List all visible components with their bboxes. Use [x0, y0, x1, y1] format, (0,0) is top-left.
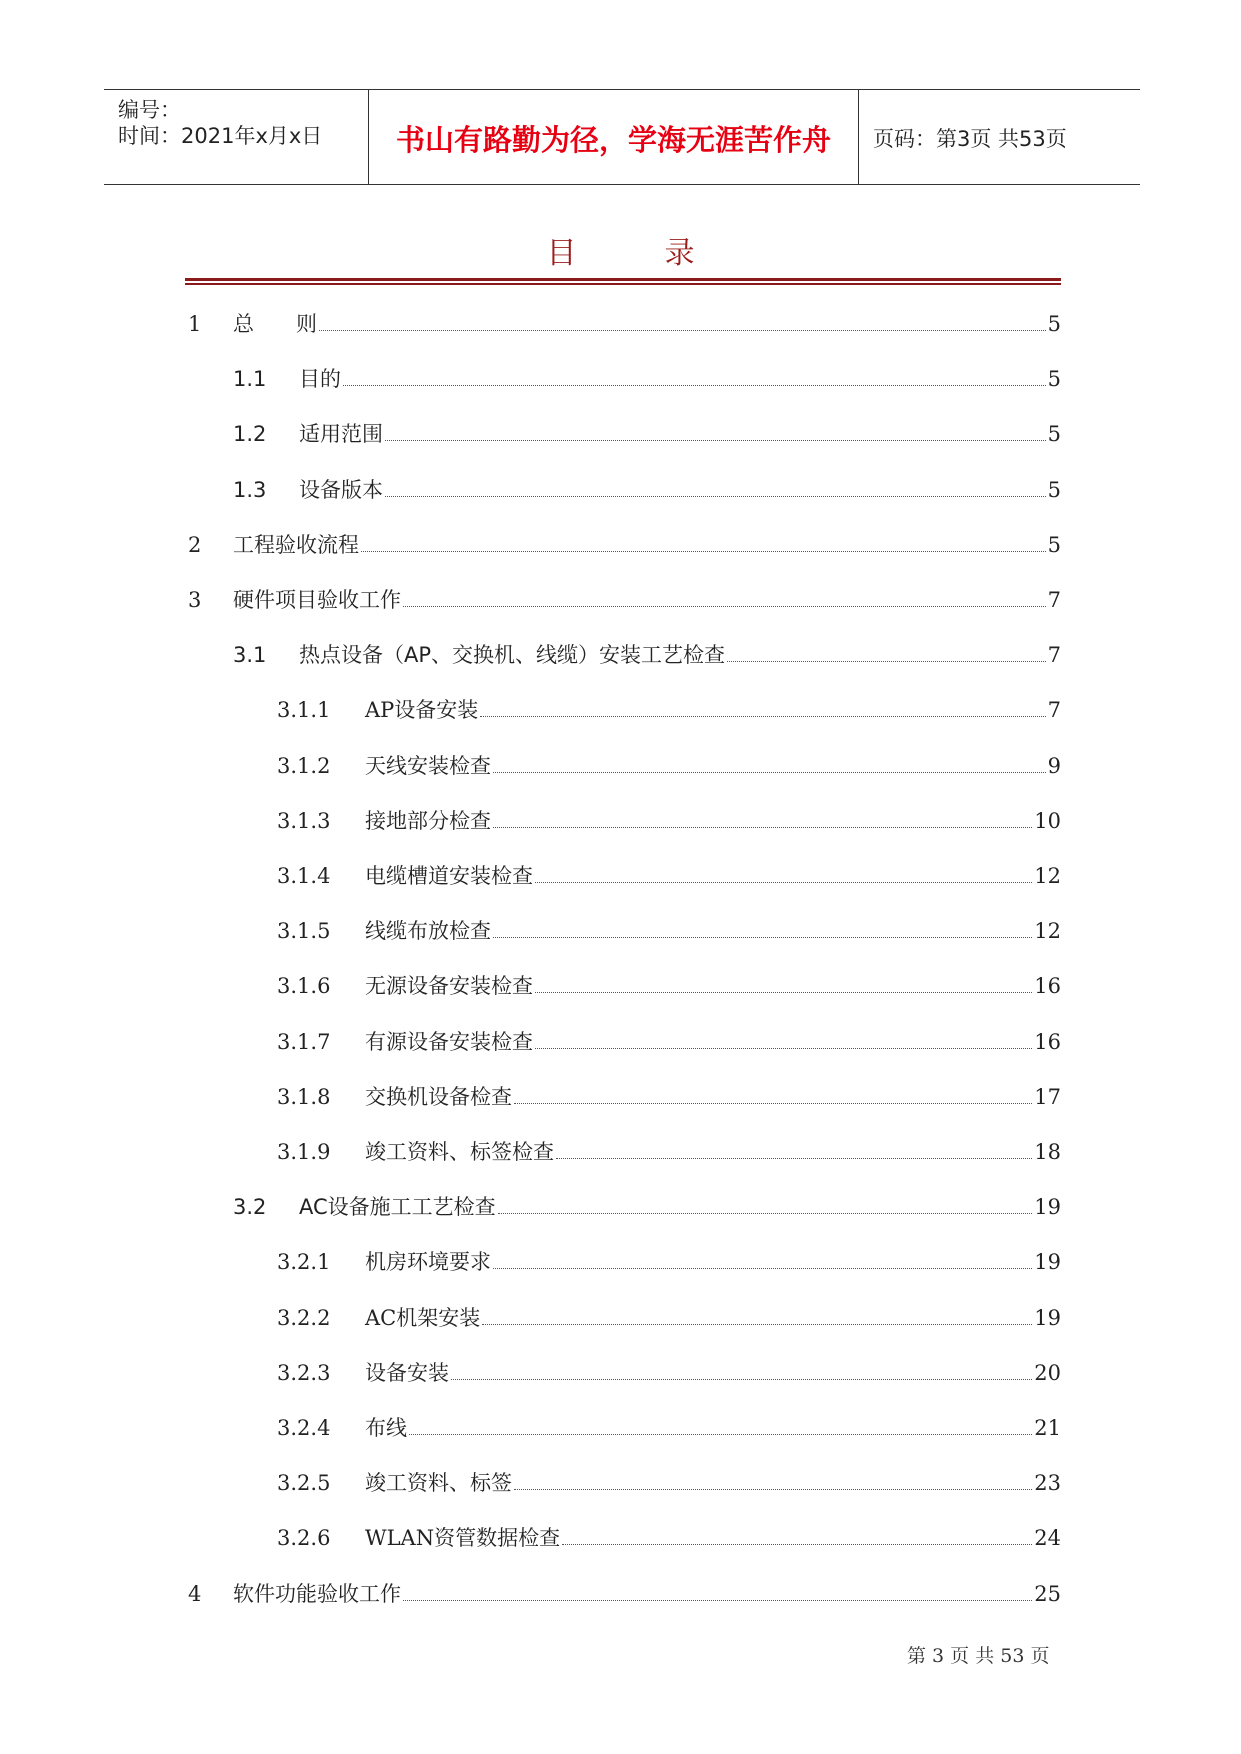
- toc-entry-page: 5: [1047, 312, 1061, 336]
- toc-dot-leader: [482, 1324, 1032, 1325]
- toc-entry-page: 12: [1034, 919, 1061, 943]
- toc-entry-number: 3: [188, 588, 202, 612]
- toc-entry-label: 竣工资料、标签: [365, 1471, 512, 1495]
- toc-entry-label: 设备安装: [365, 1361, 449, 1385]
- toc-entry[interactable]: [277, 750, 1061, 780]
- toc-entry-label: 布线: [365, 1416, 407, 1440]
- toc-entry-label: 机房环境要求: [365, 1250, 491, 1274]
- toc-entry-label: AC设备施工工艺检查: [299, 1195, 496, 1219]
- toc-entry-page: 23: [1034, 1471, 1061, 1495]
- toc-entry-page: 7: [1047, 643, 1061, 667]
- page-header: [104, 89, 1140, 185]
- toc-entry-number: 3.1.4: [277, 864, 331, 888]
- toc-dot-leader: [385, 440, 1046, 441]
- toc-entry-page: 21: [1034, 1416, 1061, 1440]
- toc-entry[interactable]: [188, 529, 1061, 559]
- toc-entry-page: 5: [1047, 533, 1061, 557]
- toc-dot-leader: [493, 827, 1032, 828]
- toc-entry[interactable]: [277, 1136, 1061, 1166]
- toc-dot-leader: [562, 1544, 1032, 1545]
- toc-entry-label: 无源设备安装检查: [365, 974, 533, 998]
- toc-dot-leader: [403, 1600, 1032, 1601]
- toc-entry-label: 接地部分检查: [365, 809, 491, 833]
- toc-entry[interactable]: [277, 860, 1061, 890]
- toc-entry-page: 16: [1034, 974, 1061, 998]
- toc-dot-leader: [493, 937, 1032, 938]
- toc-dot-leader: [493, 772, 1046, 773]
- toc-entry-number: 3.2.6: [277, 1526, 331, 1550]
- time-label: 时间：2021年x月x日: [118, 124, 323, 148]
- title-rule-thick: [185, 278, 1061, 281]
- toc-entry-page: 5: [1047, 367, 1061, 391]
- toc-entry-page: 9: [1047, 754, 1061, 778]
- toc-entry-number: 3.1.6: [277, 974, 331, 998]
- toc-entry[interactable]: [277, 694, 1061, 724]
- toc-entry-label: 适用范围: [299, 422, 383, 446]
- toc-dot-leader: [498, 1213, 1033, 1214]
- toc-entry-number: 3.2.5: [277, 1471, 331, 1495]
- toc-entry-label: WLAN资管数据检查: [365, 1526, 561, 1550]
- toc-entry-number: 3.1.3: [277, 809, 331, 833]
- toc-entry[interactable]: [277, 1246, 1061, 1276]
- serial-label: 编号：: [118, 98, 181, 122]
- toc-entry-page: 19: [1034, 1195, 1061, 1219]
- toc-entry[interactable]: [277, 1412, 1061, 1442]
- toc-entry-number: 3.2.2: [277, 1306, 331, 1330]
- toc-entry-page: 5: [1047, 422, 1061, 446]
- toc-entry[interactable]: [188, 1578, 1061, 1608]
- motto-text: 书山有路勤为径，学海无涯苦作舟: [395, 123, 831, 157]
- header-meta-cell: [104, 90, 368, 184]
- toc-entry-number: 1.2: [233, 422, 267, 446]
- toc-entry-page: 16: [1034, 1030, 1061, 1054]
- toc-entry-page: 19: [1034, 1306, 1061, 1330]
- toc-entry[interactable]: [188, 308, 1061, 338]
- toc-entry[interactable]: [277, 1357, 1061, 1387]
- title-rule-thin: [185, 283, 1061, 285]
- toc-title: [0, 228, 1241, 272]
- toc-entry[interactable]: [233, 418, 1061, 448]
- toc-dot-leader: [343, 385, 1046, 386]
- toc-entry-label: 工程验收流程: [233, 533, 359, 557]
- toc-entry-number: 1.1: [233, 367, 267, 391]
- toc-entry[interactable]: [188, 584, 1061, 614]
- toc-entry-label: 竣工资料、标签检查: [365, 1140, 554, 1164]
- toc-entry-number: 3.1.1: [277, 698, 331, 722]
- toc-dot-leader: [319, 330, 1046, 331]
- toc-entry-page: 19: [1034, 1250, 1061, 1274]
- toc-entry-number: 3.1.5: [277, 919, 331, 943]
- toc-entry-page: 12: [1034, 864, 1061, 888]
- toc-entry[interactable]: [277, 1302, 1061, 1332]
- toc-entry-number: 3.1.9: [277, 1140, 331, 1164]
- toc-dot-leader: [451, 1379, 1032, 1380]
- toc-entry-label: 目的: [299, 367, 341, 391]
- toc-title-left: 目: [546, 236, 577, 271]
- toc-dot-leader: [535, 992, 1032, 993]
- toc-entry[interactable]: [277, 1522, 1061, 1552]
- toc-dot-leader: [556, 1158, 1032, 1159]
- toc-dot-leader: [403, 606, 1046, 607]
- toc-entry-number: 4: [188, 1582, 202, 1606]
- toc-entry[interactable]: [277, 805, 1061, 835]
- toc-dot-leader: [535, 1048, 1032, 1049]
- header-motto-cell: [368, 90, 859, 184]
- toc-entry-number: 3.1.8: [277, 1085, 331, 1109]
- toc-dot-leader: [535, 882, 1032, 883]
- toc-entry-label: AP设备安装: [365, 698, 479, 722]
- toc-entry[interactable]: [277, 915, 1061, 945]
- toc-entry-label: 设备版本: [299, 478, 383, 502]
- toc-entry-page: 17: [1034, 1085, 1061, 1109]
- toc-entry-page: 18: [1034, 1140, 1061, 1164]
- toc-entry[interactable]: [277, 970, 1061, 1000]
- toc-entry[interactable]: [277, 1026, 1061, 1056]
- toc-title-right: 录: [664, 236, 695, 271]
- toc-entry[interactable]: [233, 1191, 1061, 1221]
- toc-entry-number: 3.2.3: [277, 1361, 331, 1385]
- toc-entry-page: 7: [1047, 588, 1061, 612]
- toc-entry-number: 3.1.2: [277, 754, 331, 778]
- toc-entry-label: 软件功能验收工作: [233, 1582, 401, 1606]
- toc-entry-label: 天线安装检查: [365, 754, 491, 778]
- toc-dot-leader: [480, 716, 1045, 717]
- toc-dot-leader: [409, 1434, 1032, 1435]
- toc-entry-page: 20: [1034, 1361, 1061, 1385]
- toc-entry-number: 2: [188, 533, 202, 557]
- toc-entry-label: 有源设备安装检查: [365, 1030, 533, 1054]
- toc-dot-leader: [493, 1268, 1032, 1269]
- toc-entry-page: 25: [1034, 1582, 1061, 1606]
- toc-dot-leader: [514, 1489, 1032, 1490]
- toc-entry-number: 3.2.1: [277, 1250, 331, 1274]
- page-footer: 第 3 页 共 53 页: [907, 1645, 1050, 1667]
- page-info: 页码：第3页 共53页: [873, 127, 1067, 151]
- toc-entry-page: 24: [1034, 1526, 1061, 1550]
- toc-entry[interactable]: [277, 1467, 1061, 1497]
- toc-entry-number: 1.3: [233, 478, 267, 502]
- toc-entry-label: 硬件项目验收工作: [233, 588, 401, 612]
- toc-entry-label: 电缆槽道安装检查: [365, 864, 533, 888]
- toc-entry-page: 5: [1047, 478, 1061, 502]
- toc-entry-number: 3.1.7: [277, 1030, 331, 1054]
- toc-entry[interactable]: [277, 1081, 1061, 1111]
- toc-entry-page: 7: [1047, 698, 1061, 722]
- toc-entry-number: 3.1: [233, 643, 267, 667]
- toc-entry-page: 10: [1034, 809, 1061, 833]
- toc-entry-label: 总 则: [233, 312, 317, 336]
- toc-entry[interactable]: [233, 363, 1061, 393]
- toc-entry-number: 3.2: [233, 1195, 267, 1219]
- toc-entry-number: 3.2.4: [277, 1416, 331, 1440]
- toc-entry-number: 1: [188, 312, 202, 336]
- toc-entry[interactable]: [233, 639, 1061, 669]
- toc-entry-label: 交换机设备检查: [365, 1085, 512, 1109]
- toc-dot-leader: [727, 661, 1046, 662]
- toc-entry-label: 热点设备（AP、交换机、线缆）安装工艺检查: [299, 643, 726, 667]
- toc-dot-leader: [514, 1103, 1032, 1104]
- toc-entry[interactable]: [233, 474, 1061, 504]
- toc-dot-leader: [385, 496, 1046, 497]
- toc-dot-leader: [361, 551, 1046, 552]
- toc-entry-label: AC机架安装: [365, 1306, 481, 1330]
- header-page-cell: [859, 90, 1140, 184]
- toc-entry-label: 线缆布放检查: [365, 919, 491, 943]
